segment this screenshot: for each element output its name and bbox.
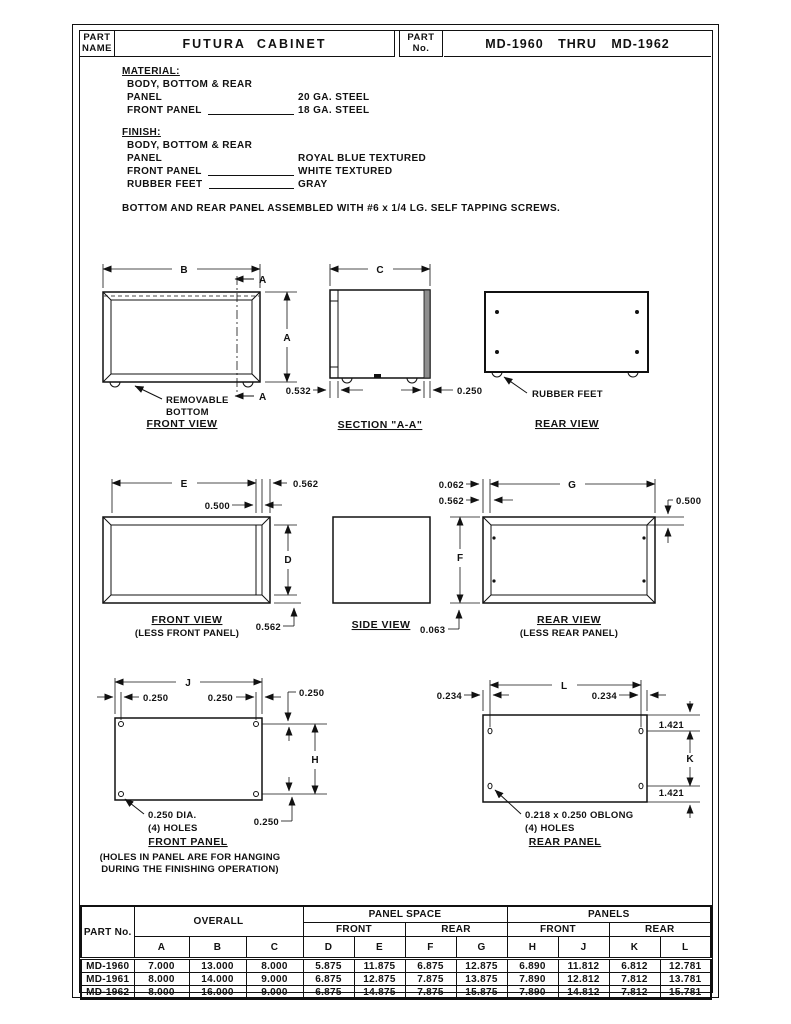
part-no-header: PART No.: [81, 906, 134, 959]
dim-text: 0.500: [204, 501, 230, 512]
table-cell: 7.812: [609, 973, 660, 986]
dimension-h: [289, 724, 319, 794]
table-cell: 14.812: [558, 986, 609, 1000]
dimensions-table: [80, 905, 712, 1000]
table-cell: 12.875: [456, 959, 507, 973]
dimension-0250-left: [97, 693, 168, 704]
rear-panel-drawing: [437, 680, 700, 848]
sub-header-front: FRONT: [507, 923, 609, 937]
cabinet-outline: [103, 517, 270, 603]
oblong-hole: [488, 783, 492, 789]
dim-text: 0.562: [293, 479, 319, 490]
view-subtitle: (LESS REAR PANEL): [519, 628, 619, 639]
table-cell: 14.875: [354, 986, 405, 1000]
dim-text: 0.250: [207, 693, 233, 704]
dim-text: 0.234: [591, 691, 617, 702]
dimension-f: [450, 517, 480, 603]
screw: [495, 310, 499, 314]
dim-label-f: F: [456, 553, 464, 564]
group-header-panels: PANELS: [507, 906, 711, 923]
callout-text: 0.218 x 0.250 OBLONG: [525, 810, 634, 821]
screw: [635, 310, 639, 314]
oblong-hole: [488, 728, 492, 734]
section-mark: A: [259, 392, 267, 403]
spec-value: GRAY: [298, 179, 328, 190]
view-subtitle: (LESS FRONT PANEL): [134, 628, 240, 639]
col-header: K: [609, 937, 660, 959]
spec-value: WHITE TEXTURED: [298, 166, 393, 177]
group-header-panel-space: PANEL SPACE: [303, 906, 507, 923]
dimension-d: [274, 525, 297, 595]
table-cell: 9.000: [246, 986, 303, 1000]
table-cell: 13.000: [189, 959, 246, 973]
table-cell: 9.000: [246, 973, 303, 986]
spec-value: ROYAL BLUE TEXTURED: [298, 153, 427, 164]
table-cell: 8.000: [246, 959, 303, 973]
table-cell: 7.890: [507, 986, 558, 1000]
dim-label-c: C: [376, 265, 384, 276]
holes-callout: [125, 799, 198, 834]
table-cell: 14.000: [189, 973, 246, 986]
dim-text: 0.500: [676, 496, 702, 507]
callout-text: REMOVABLE: [166, 395, 229, 406]
callout-text: (4) HOLES: [148, 823, 198, 834]
table-cell: 8.000: [134, 973, 189, 986]
dimension-a: [265, 292, 297, 382]
part-name-label-line1: PART: [83, 32, 111, 43]
table-cell: 12.875: [354, 973, 405, 986]
dimension-0250-right: [208, 693, 281, 704]
dim-label-a: A: [283, 333, 291, 344]
dim-text: 0.234: [436, 691, 462, 702]
table-cell: 6.875: [303, 986, 354, 1000]
spec-label: FRONT PANEL: [127, 105, 202, 116]
table-cell: 6.890: [507, 959, 558, 973]
view-title: SIDE VIEW: [351, 619, 411, 631]
view-title: FRONT VIEW: [146, 418, 218, 430]
dimension-g: [483, 479, 655, 513]
oblong-hole: [639, 728, 643, 734]
callout-text: BOTTOM: [166, 407, 209, 418]
dim-text: 0.562: [255, 622, 281, 633]
table-cell: 12.812: [558, 973, 609, 986]
section-aa-drawing: [286, 264, 483, 431]
spec-value: 18 GA. STEEL: [298, 105, 370, 116]
finish-heading: FINISH:: [122, 127, 161, 138]
side-outline: [333, 517, 430, 603]
screw: [495, 350, 499, 354]
col-header: G: [456, 937, 507, 959]
dim-text: 0.250: [457, 386, 483, 397]
hole: [254, 722, 259, 727]
dimension-0500: [205, 501, 282, 512]
col-header: D: [303, 937, 354, 959]
oblong-hole: [639, 783, 643, 789]
table-cell: 11.812: [558, 959, 609, 973]
dim-label-g: G: [568, 480, 576, 491]
front-panel-drawing: [97, 678, 327, 875]
rear-panel-section: [424, 290, 430, 378]
hole: [119, 722, 124, 727]
col-header: E: [354, 937, 405, 959]
table-cell: 15.875: [456, 986, 507, 1000]
table-cell: 6.875: [303, 973, 354, 986]
col-header: C: [246, 937, 303, 959]
hole: [254, 792, 259, 797]
dimension-c: [330, 264, 430, 286]
table-cell: 7.812: [609, 986, 660, 1000]
front-view-less-panel-drawing: [103, 479, 318, 639]
assembly-note: BOTTOM AND REAR PANEL ASSEMBLED WITH #6 x 1/4 LG. SELF TAPPING SCREWS.: [122, 203, 561, 214]
col-header: A: [134, 937, 189, 959]
dimension-k: [686, 731, 694, 786]
col-header: F: [405, 937, 456, 959]
panel-outline: [115, 718, 262, 800]
screw: [642, 536, 645, 539]
part-name-label-line2: NAME: [82, 42, 112, 54]
view-title: SECTION "A-A": [337, 419, 423, 431]
screw: [635, 350, 639, 354]
dim-text: 0.532: [285, 386, 311, 397]
section-mark: A: [259, 275, 267, 286]
hole: [119, 792, 124, 797]
part-no-cell: MD-1961: [81, 973, 134, 986]
col-header: H: [507, 937, 558, 959]
spec-label: BODY, BOTTOM & REAR PANEL: [127, 79, 253, 103]
dimension-j: [115, 678, 262, 714]
rear-outline: [485, 292, 648, 372]
dimension-0562-bottom: [256, 603, 301, 633]
part-no-value: MD-1960 THRU MD-1962: [444, 31, 711, 57]
cabinet-outline: [483, 517, 655, 603]
dimension-0562-top: [273, 479, 318, 490]
panel-outline: [483, 715, 647, 802]
dimension-0562: [439, 496, 513, 507]
callout-text: (4) HOLES: [525, 823, 575, 834]
dimension-l: [490, 681, 641, 692]
group-header-overall: OVERALL: [134, 906, 303, 937]
table-cell: 12.781: [660, 959, 711, 973]
table-cell: 13.781: [660, 973, 711, 986]
screw: [492, 536, 495, 539]
dim-label-b: B: [180, 265, 188, 276]
view-title: REAR VIEW: [534, 418, 600, 430]
table-cell: 15.781: [660, 986, 711, 1000]
cabinet-outline: [103, 292, 260, 382]
spec-label: FRONT PANEL: [127, 166, 202, 177]
view-title: REAR PANEL: [528, 836, 602, 848]
view-title: REAR VIEW: [536, 614, 602, 626]
dimension-0062: [439, 480, 479, 491]
dimension-b: [103, 264, 260, 288]
screw: [492, 579, 495, 582]
table-cell: 13.875: [456, 973, 507, 986]
spec-value: 20 GA. STEEL: [298, 92, 370, 103]
callout-text: RUBBER FEET: [532, 389, 603, 400]
table-cell: 7.875: [405, 986, 456, 1000]
dim-text: 0.250: [253, 817, 279, 828]
table-cell: 7.890: [507, 973, 558, 986]
dim-label-e: E: [180, 479, 188, 490]
dim-text: 1.421: [658, 788, 684, 799]
side-view-drawing: [333, 517, 459, 636]
dim-label-h: H: [311, 755, 319, 766]
part-no-cell: MD-1962: [81, 986, 134, 1000]
sub-header-front: FRONT: [303, 923, 405, 937]
panel-note: (HOLES IN PANEL ARE FOR HANGING: [99, 852, 281, 863]
spec-label: BODY, BOTTOM & REAR PANEL: [127, 140, 253, 164]
bottom-tab: [374, 374, 381, 378]
holes-callout: [495, 790, 633, 834]
table-cell: 11.875: [354, 959, 405, 973]
dimension-1421-top: [659, 701, 690, 731]
table-row: [81, 959, 711, 973]
callout-text: 0.250 DIA.: [148, 810, 197, 821]
rear-view-less-panel-drawing: [439, 479, 702, 639]
dim-text: 0.562: [438, 496, 464, 507]
view-title: FRONT PANEL: [148, 836, 228, 848]
dim-text: 0.250: [143, 693, 169, 704]
dim-text: 0.250: [299, 688, 325, 699]
dim-label-k: K: [686, 754, 694, 765]
dim-text: 0.062: [438, 480, 464, 491]
dimension-e: [112, 479, 270, 513]
table-cell: 8.000: [134, 986, 189, 1000]
dim-text: 0.063: [420, 625, 446, 636]
sub-header-rear: REAR: [405, 923, 507, 937]
dimension-0234-left: [437, 691, 509, 702]
part-no-cell: MD-1960: [81, 959, 134, 973]
table-cell: 7.875: [405, 973, 456, 986]
panel-note: DURING THE FINISHING OPERATION): [101, 864, 279, 875]
dim-label-l: L: [560, 681, 568, 692]
material-heading: MATERIAL:: [122, 66, 180, 77]
col-header: L: [660, 937, 711, 959]
dim-text: 1.421: [658, 720, 684, 731]
dim-label-j: J: [185, 678, 191, 689]
table-cell: 6.875: [405, 959, 456, 973]
table-cell: 6.812: [609, 959, 660, 973]
spec-label: RUBBER FEET: [127, 179, 203, 190]
front-view-drawing: [103, 264, 297, 430]
sub-header-rear: REAR: [609, 923, 711, 937]
removable-bottom-callout: [135, 386, 229, 418]
dimension-0250-bottom: [254, 797, 292, 828]
table-row: [81, 973, 711, 986]
table-row: [81, 986, 711, 1000]
col-header: B: [189, 937, 246, 959]
part-name-value: FUTURA CABINET: [115, 31, 395, 57]
rear-view-drawing: [485, 292, 648, 430]
col-header: J: [558, 937, 609, 959]
dimension-0250: [401, 381, 482, 398]
part-no-label-line2: No.: [412, 42, 430, 54]
screw: [642, 579, 645, 582]
section-cut-line: [235, 275, 266, 403]
dimension-0532: [286, 381, 363, 398]
dimension-1421-bottom: [659, 788, 690, 818]
dimension-0234-right: [592, 691, 666, 702]
part-no-label-line1: PART: [407, 32, 435, 43]
dimension-0250-top: [288, 688, 324, 721]
table-cell: 5.875: [303, 959, 354, 973]
view-title: FRONT VIEW: [151, 614, 223, 626]
dim-label-d: D: [284, 555, 292, 566]
table-cell: 7.000: [134, 959, 189, 973]
table-cell: 16.000: [189, 986, 246, 1000]
section-outline: [330, 290, 430, 378]
